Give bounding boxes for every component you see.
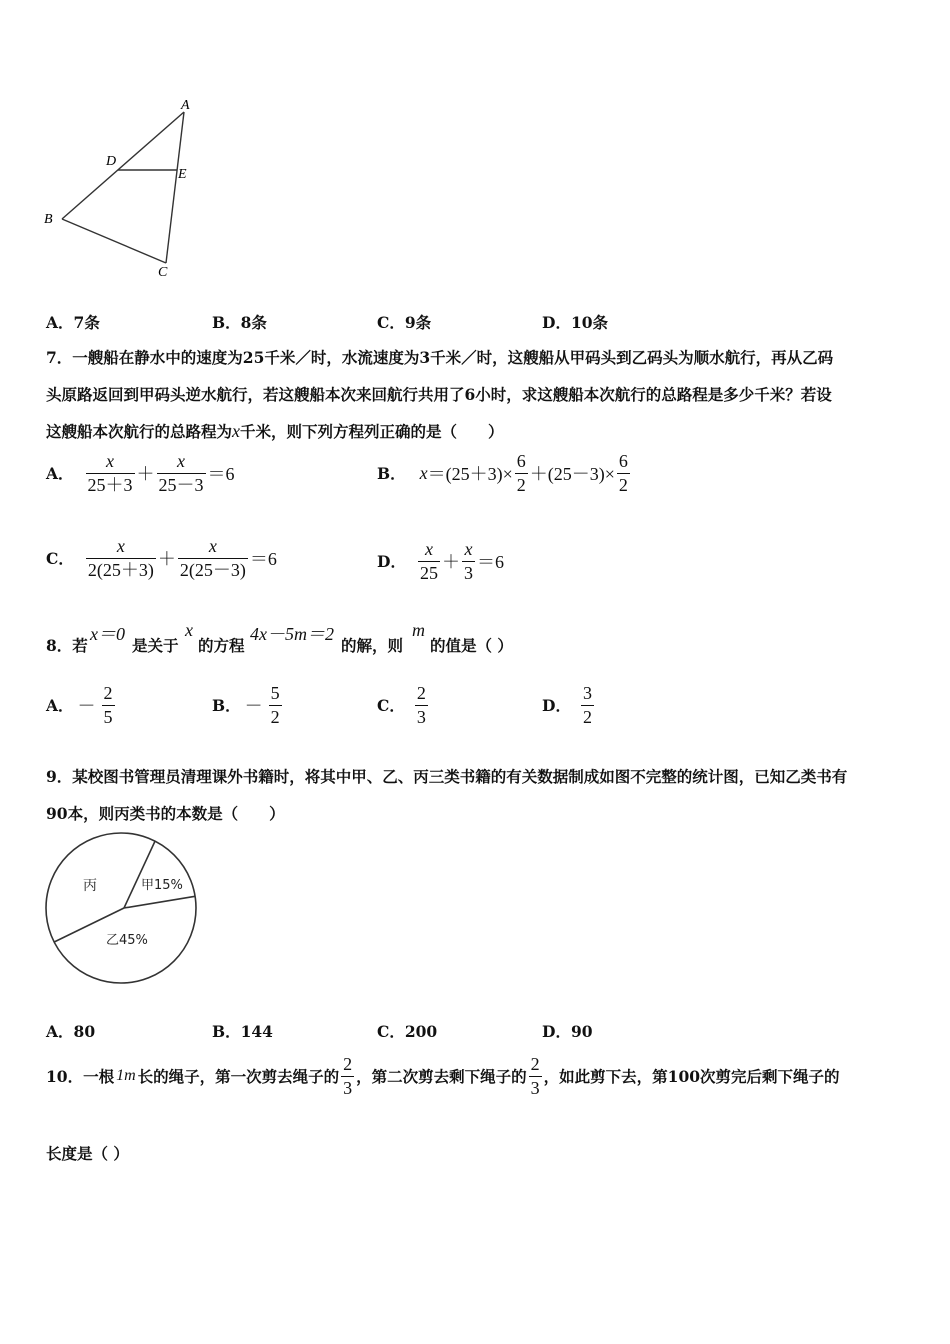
q10-line-1	[46, 1055, 840, 1098]
label-b: B	[44, 212, 53, 227]
q7-option-d[interactable]	[377, 540, 504, 583]
q8-a-den: 5	[103, 706, 113, 727]
q7-option-a-label: A．	[46, 464, 74, 484]
q7-option-b[interactable]	[377, 452, 632, 495]
q9-option-a-label: A．	[46, 1022, 74, 1041]
q7-a-den1: 25＋3	[87, 474, 133, 495]
q9-option-c-label: C．	[377, 1022, 405, 1041]
q8-option-a-label: A．	[46, 696, 74, 716]
q9-option-a[interactable]	[46, 1020, 95, 1042]
pie-label-yi: 乙45%	[106, 933, 148, 948]
pie-label-bing: 丙	[83, 878, 97, 894]
q7-d-plus: ＋	[441, 552, 460, 573]
q7-b-num1: 6	[515, 452, 528, 474]
q8-stem	[46, 620, 606, 664]
q9-option-d[interactable]	[542, 1020, 593, 1042]
q6-option-c-text: 9条	[404, 313, 432, 332]
q6-option-c[interactable]	[377, 311, 431, 333]
q10-fraction-2	[529, 1055, 542, 1098]
q7-c-den2: 2(25－3)	[179, 559, 246, 580]
q7-c-plus: ＋	[157, 549, 176, 570]
q10-mid2: ，第二次剪去剩下绳子的	[356, 1067, 527, 1087]
q6-option-d-text: 10条	[570, 313, 609, 332]
q10-mid3: ，如此剪下去，第100次剪完后剩下绳子的	[543, 1067, 840, 1087]
q7-a-fraction-2	[157, 452, 206, 495]
q8-a-sign: －	[77, 696, 96, 717]
q10-f1-num: 2	[341, 1055, 354, 1077]
q10-f1-den: 3	[343, 1077, 353, 1098]
q10-prefix: 10．一根	[46, 1067, 115, 1087]
q8-equation: 4x－5m＝2	[250, 624, 334, 644]
q7-a-num2: x	[157, 452, 206, 474]
q7-a-den2: 25－3	[158, 474, 204, 495]
q8-var: x	[185, 620, 193, 640]
q8-prefix: 8．若	[46, 636, 88, 655]
q7-d-rhs: ＝6	[476, 552, 504, 573]
q8-a-fraction	[102, 684, 115, 727]
q9-option-b[interactable]	[212, 1020, 273, 1042]
q7-d-num1: x	[418, 540, 440, 562]
q10-f2-num: 2	[529, 1055, 542, 1077]
label-a: A	[181, 98, 190, 113]
q6-option-b[interactable]	[212, 311, 267, 333]
q6-option-b-label: B．	[212, 313, 241, 332]
q7-c-rhs: ＝6	[249, 549, 277, 570]
q7-c-num1: x	[86, 537, 156, 559]
q7-option-b-label: B．	[377, 464, 406, 484]
q7-b-lhs: x	[419, 462, 428, 483]
q7-a-plus: ＋	[136, 464, 155, 485]
q10-mid1: 长的绳子，第一次剪去绳子的	[137, 1067, 340, 1087]
q6-option-d-label: D．	[542, 313, 571, 332]
q7-b-fraction-2	[617, 452, 630, 495]
q8-d-fraction	[581, 684, 594, 727]
q7-b-den1: 2	[516, 474, 526, 495]
q7-line-3-var: x	[232, 421, 241, 441]
q7-d-den1: 25	[419, 562, 438, 583]
q7-line-2: 头原路返回到甲码头逆水航行，若这艘船本次来回航行共用了6小时，求这艘船本次航行的总路程是多少千米？若设	[46, 385, 832, 404]
q7-d-den2: 3	[463, 562, 473, 583]
q8-target: m	[412, 620, 425, 640]
q8-cond: x＝0	[90, 624, 125, 644]
segment-ab	[62, 112, 184, 219]
q8-option-d-label: D．	[542, 696, 571, 716]
q7-line-3	[46, 420, 504, 442]
pie-label-jia: 甲15%	[141, 878, 183, 893]
q8-b-num: 5	[269, 684, 282, 706]
q6-option-c-label: C．	[377, 313, 405, 332]
q8-suffix: 的值是（ ）	[430, 636, 513, 655]
q8-option-b[interactable]	[212, 684, 284, 727]
q8-option-d[interactable]	[542, 684, 596, 727]
q7-c-num2: x	[178, 537, 248, 559]
q7-line-1: 7．一艘船在静水中的速度为25千米／时，水流速度为3千米／时，这艘船从甲码头到乙码头为顺水航行，再从乙码	[46, 348, 834, 367]
q8-b-sign: －	[244, 696, 263, 717]
q8-a-num: 2	[102, 684, 115, 706]
triangle-figure	[38, 95, 208, 285]
q8-d-num: 3	[581, 684, 594, 706]
q10-fraction-1	[341, 1055, 354, 1098]
q8-c-num: 2	[415, 684, 428, 706]
q7-a-fraction-1	[86, 452, 135, 495]
q8-option-c[interactable]	[377, 684, 430, 727]
pie-chart	[40, 832, 200, 992]
q6-option-a[interactable]	[46, 311, 100, 333]
q7-c-fraction-2	[178, 537, 248, 580]
q7-a-rhs: ＝6	[207, 464, 235, 485]
q7-b-mid: ＋(25－3)×	[529, 464, 615, 485]
q8-mid3: 的解，则	[341, 636, 404, 655]
q8-option-a[interactable]	[46, 684, 117, 727]
q7-option-c[interactable]	[46, 537, 277, 580]
q7-b-den2: 2	[618, 474, 628, 495]
q6-option-a-text: 7条	[73, 313, 100, 332]
q9-option-d-label: D．	[542, 1022, 571, 1041]
q10-line-2: 长度是（ ）	[46, 1144, 129, 1163]
q7-a-num1: x	[86, 452, 135, 474]
q9-option-b-label: B．	[212, 1022, 241, 1041]
q8-d-den: 2	[582, 706, 592, 727]
q8-mid1: 是关于	[132, 636, 179, 655]
segment-bc	[62, 219, 166, 263]
q9-line-2: 90本，则丙类书的本数是（ ）	[46, 804, 285, 823]
q7-b-num2: 6	[617, 452, 630, 474]
q9-option-b-text: 144	[240, 1022, 273, 1041]
q8-c-fraction	[415, 684, 428, 727]
q8-b-fraction	[269, 684, 282, 727]
q9-option-d-text: 90	[570, 1022, 593, 1041]
q6-option-a-label: A．	[46, 313, 74, 332]
q8-option-c-label: C．	[377, 696, 405, 716]
q8-b-den: 2	[270, 706, 280, 727]
q9-option-c-text: 200	[404, 1022, 438, 1041]
label-d: D	[106, 154, 117, 169]
q7-option-c-label: C．	[46, 549, 74, 569]
q7-d-fraction-2	[462, 540, 475, 583]
pie-outline	[46, 833, 196, 983]
q6-option-b-text: 8条	[240, 313, 267, 332]
segment-ac	[166, 112, 184, 263]
label-e: E	[178, 167, 187, 182]
q8-c-den: 3	[416, 706, 426, 727]
q7-option-d-label: D．	[377, 552, 406, 572]
q7-b-eq: ＝(25＋3)×	[427, 464, 513, 485]
q7-d-fraction-1	[418, 540, 440, 583]
q7-b-fraction-1	[515, 452, 528, 495]
q8-option-b-label: B．	[212, 696, 241, 716]
q10-unit: 1m	[116, 1067, 136, 1085]
q7-c-den1: 2(25＋3)	[87, 559, 154, 580]
q9-option-a-text: 80	[73, 1022, 96, 1041]
q8-mid2: 的方程	[198, 636, 245, 655]
q7-line-3-post: 千米，则下列方程列正确的是（ ）	[240, 422, 504, 441]
q7-c-fraction-1	[86, 537, 156, 580]
q7-d-num2: x	[462, 540, 475, 562]
q7-option-a[interactable]	[46, 452, 235, 495]
q7-line-3-pre: 这艘船本次航行的总路程为	[46, 422, 233, 441]
q6-option-d[interactable]	[542, 311, 608, 333]
label-c: C	[158, 265, 168, 280]
q9-option-c[interactable]	[377, 1020, 437, 1042]
q9-line-1: 9．某校图书管理员清理课外书籍时，将其中甲、乙、丙三类书籍的有关数据制成如图不完整的统计图，已知乙类书有	[46, 767, 848, 786]
q10-f2-den: 3	[530, 1077, 540, 1098]
